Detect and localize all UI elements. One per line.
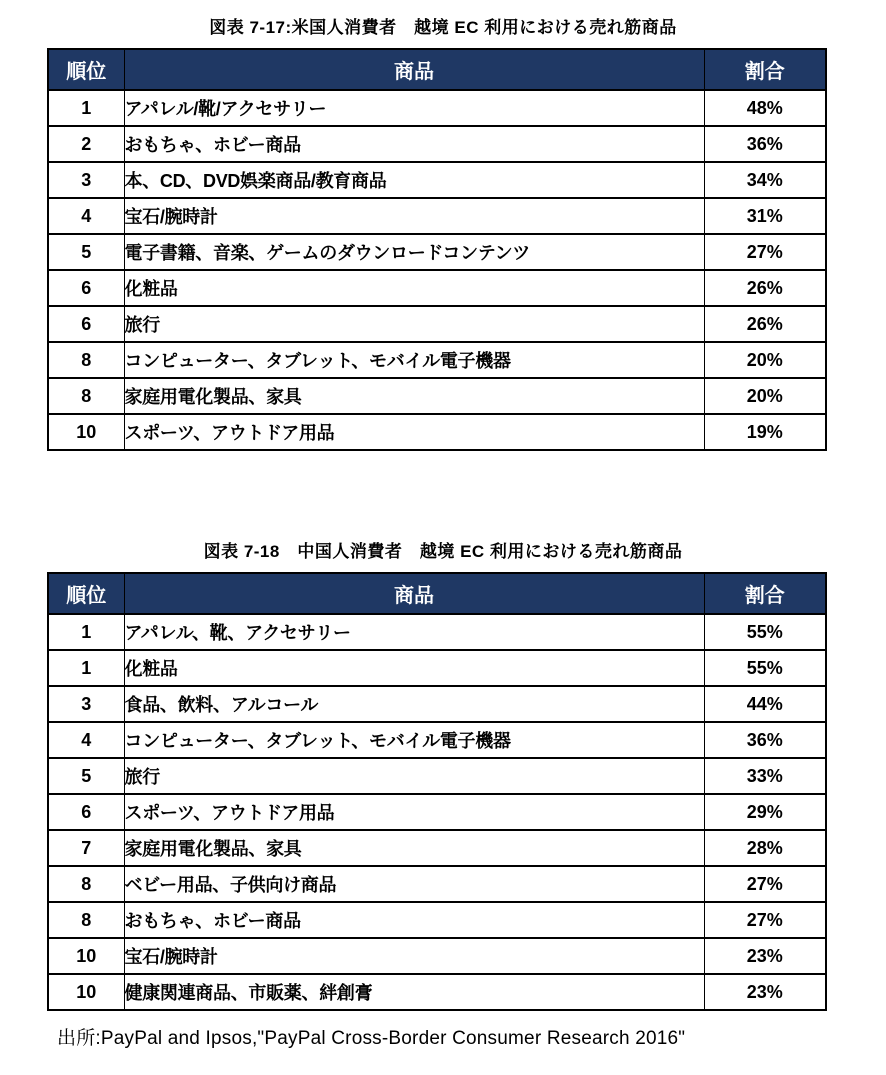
table-row bbox=[48, 938, 826, 974]
product-cell: スポーツ、アウトドア用品 bbox=[124, 794, 704, 830]
product-cell: 旅行 bbox=[124, 758, 704, 794]
product-cell: 化粧品 bbox=[124, 650, 704, 686]
share-cell: 27% bbox=[704, 234, 826, 270]
product-cell: スポーツ、アウトドア用品 bbox=[124, 414, 704, 450]
share-cell: 28% bbox=[704, 830, 826, 866]
table-row bbox=[48, 306, 826, 342]
china-consumer-table bbox=[47, 572, 827, 1011]
product-cell: アパレル、靴、アクセサリー bbox=[124, 614, 704, 650]
table-row bbox=[48, 414, 826, 450]
table-row bbox=[48, 686, 826, 722]
table-row bbox=[48, 722, 826, 758]
table2-col-header-share: 割合 bbox=[704, 573, 826, 614]
table-row bbox=[48, 974, 826, 1010]
source-note: 出所:PayPal and Ipsos,"PayPal Cross-Border Consumer Research 2016" bbox=[57, 1028, 686, 1049]
table1-title: 図表 7-17:米国人消費者 越境 EC 利用における売れ筋商品 bbox=[209, 18, 677, 37]
rank-cell: 4 bbox=[48, 722, 124, 758]
rank-cell: 1 bbox=[48, 614, 124, 650]
product-cell: コンピューター、タブレット、モバイル電子機器 bbox=[124, 722, 704, 758]
share-cell: 34% bbox=[704, 162, 826, 198]
product-cell: 宝石/腕時計 bbox=[124, 198, 704, 234]
rank-cell: 8 bbox=[48, 342, 124, 378]
table-row bbox=[48, 902, 826, 938]
rank-cell: 10 bbox=[48, 414, 124, 450]
rank-cell: 4 bbox=[48, 198, 124, 234]
table1-header-row bbox=[48, 49, 826, 90]
share-cell: 27% bbox=[704, 866, 826, 902]
share-cell: 55% bbox=[704, 614, 826, 650]
rank-cell: 10 bbox=[48, 974, 124, 1010]
product-cell: 旅行 bbox=[124, 306, 704, 342]
rank-cell: 7 bbox=[48, 830, 124, 866]
table-row bbox=[48, 198, 826, 234]
share-cell: 26% bbox=[704, 270, 826, 306]
product-cell: コンピューター、タブレット、モバイル電子機器 bbox=[124, 342, 704, 378]
rank-cell: 6 bbox=[48, 306, 124, 342]
rank-cell: 5 bbox=[48, 758, 124, 794]
product-cell: おもちゃ、ホビー商品 bbox=[124, 126, 704, 162]
table-row bbox=[48, 794, 826, 830]
share-cell: 36% bbox=[704, 126, 826, 162]
table-row bbox=[48, 126, 826, 162]
share-cell: 26% bbox=[704, 306, 826, 342]
share-cell: 31% bbox=[704, 198, 826, 234]
table2-title: 図表 7-18 中国人消費者 越境 EC 利用における売れ筋商品 bbox=[203, 542, 683, 561]
rank-cell: 5 bbox=[48, 234, 124, 270]
share-cell: 33% bbox=[704, 758, 826, 794]
table1-col-header-rank: 順位 bbox=[48, 49, 124, 90]
rank-cell: 8 bbox=[48, 902, 124, 938]
share-cell: 29% bbox=[704, 794, 826, 830]
product-cell: 健康関連商品、市販薬、絆創膏 bbox=[124, 974, 704, 1010]
product-cell: 家庭用電化製品、家具 bbox=[124, 378, 704, 414]
product-cell: 化粧品 bbox=[124, 270, 704, 306]
rank-cell: 3 bbox=[48, 686, 124, 722]
table-row bbox=[48, 866, 826, 902]
rank-cell: 2 bbox=[48, 126, 124, 162]
table-row bbox=[48, 90, 826, 126]
table-row bbox=[48, 830, 826, 866]
table-row bbox=[48, 270, 826, 306]
share-cell: 19% bbox=[704, 414, 826, 450]
product-cell: 本、CD、DVD娯楽商品/教育商品 bbox=[124, 162, 704, 198]
share-cell: 20% bbox=[704, 342, 826, 378]
rank-cell: 1 bbox=[48, 90, 124, 126]
share-cell: 36% bbox=[704, 722, 826, 758]
product-cell: 食品、飲料、アルコール bbox=[124, 686, 704, 722]
table-row bbox=[48, 234, 826, 270]
product-cell: おもちゃ、ホビー商品 bbox=[124, 902, 704, 938]
table-row bbox=[48, 650, 826, 686]
rank-cell: 10 bbox=[48, 938, 124, 974]
table-row bbox=[48, 342, 826, 378]
share-cell: 23% bbox=[704, 938, 826, 974]
table2-col-header-rank: 順位 bbox=[48, 573, 124, 614]
share-cell: 20% bbox=[704, 378, 826, 414]
product-cell: 家庭用電化製品、家具 bbox=[124, 830, 704, 866]
share-cell: 23% bbox=[704, 974, 826, 1010]
table-row bbox=[48, 378, 826, 414]
rank-cell: 3 bbox=[48, 162, 124, 198]
share-cell: 48% bbox=[704, 90, 826, 126]
rank-cell: 8 bbox=[48, 378, 124, 414]
rank-cell: 6 bbox=[48, 270, 124, 306]
table2-header-row bbox=[48, 573, 826, 614]
product-cell: 宝石/腕時計 bbox=[124, 938, 704, 974]
rank-cell: 6 bbox=[48, 794, 124, 830]
share-cell: 55% bbox=[704, 650, 826, 686]
table-row bbox=[48, 614, 826, 650]
rank-cell: 1 bbox=[48, 650, 124, 686]
product-cell: 電子書籍、音楽、ゲームのダウンロードコンテンツ bbox=[124, 234, 704, 270]
product-cell: アパレル/靴/アクセサリー bbox=[124, 90, 704, 126]
share-cell: 44% bbox=[704, 686, 826, 722]
us-consumer-table bbox=[47, 48, 827, 451]
table2-col-header-product: 商品 bbox=[124, 573, 704, 614]
share-cell: 27% bbox=[704, 902, 826, 938]
table1-col-header-share: 割合 bbox=[704, 49, 826, 90]
table-row bbox=[48, 162, 826, 198]
table1-col-header-product: 商品 bbox=[124, 49, 704, 90]
table-row bbox=[48, 758, 826, 794]
rank-cell: 8 bbox=[48, 866, 124, 902]
product-cell: ベビー用品、子供向け商品 bbox=[124, 866, 704, 902]
